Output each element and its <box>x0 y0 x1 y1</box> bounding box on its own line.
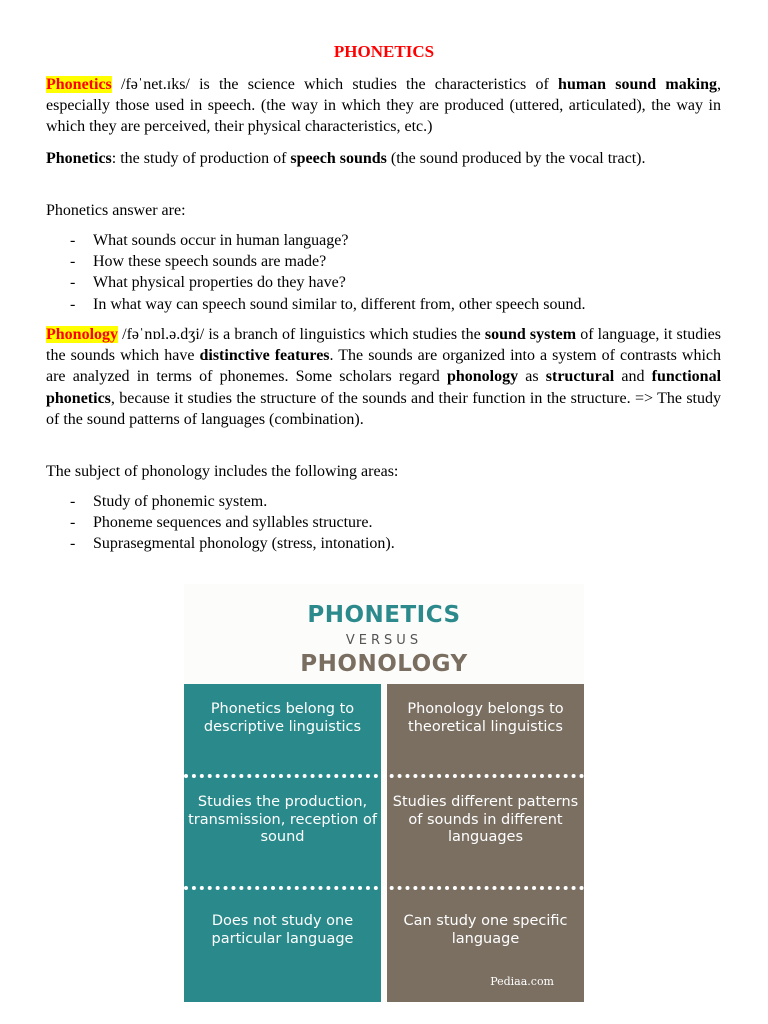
phonetics-term-highlight: Phonetics <box>46 76 112 93</box>
bold-run: phonology <box>446 368 519 386</box>
infographic-versus-label: VERSUS <box>345 633 423 648</box>
infographic-heading-phonetics: PHONETICS <box>307 602 461 628</box>
phonology-cell-1: Phonology belongs to theoretical linguistics <box>407 701 564 735</box>
list-item-text: How these speech sounds are made? <box>93 253 327 271</box>
text-run: /fəˈnet.ɪks/ is the science which studies the characteristics of <box>111 76 559 93</box>
phonetics-study-paragraph <box>46 148 721 169</box>
phonetics-definition-paragraph <box>46 74 721 138</box>
infographic-heading-phonology: PHONOLOGY <box>300 651 468 677</box>
text-run: (the sound produced by the vocal tract). <box>386 150 646 167</box>
text-run: and <box>614 368 652 386</box>
bold-run: speech sounds <box>290 150 387 167</box>
list-item-text: Suprasegmental phonology (stress, intonation). <box>93 535 395 553</box>
list-item <box>46 491 721 512</box>
phonology-cell-2: Studies different patterns of sounds in different languages <box>392 794 579 845</box>
text-run: , because it studies the structure of the sounds and their function in the structure. => The study of the sound patterns of languages (combination). <box>46 389 721 428</box>
list-item-text: Phoneme sequences and syllables structure. <box>93 514 373 532</box>
dotted-divider <box>184 886 584 890</box>
dotted-divider <box>184 774 584 778</box>
bold-run: sound system <box>484 326 577 343</box>
phonology-cell-3: Can study one specific language <box>403 913 568 947</box>
source-credit: Pediaa.com <box>490 975 554 988</box>
list-item-text: What sounds occur in human language? <box>93 232 349 249</box>
list-item-text: Study of phonemic system. <box>93 493 268 510</box>
dash-bullet: - <box>70 535 76 553</box>
list-item <box>46 272 721 293</box>
phonetics-questions-list <box>46 230 721 315</box>
list-item <box>46 294 721 315</box>
phonology-term-highlight: Phonology <box>46 326 119 343</box>
text-run: : the study of production of <box>111 150 291 167</box>
list-item <box>46 512 721 533</box>
text-run: , especially those used in speech. (the way in which they are produced (uttered, articulated), the way in which they are perceived, their physical characteristics, etc.) <box>46 76 721 136</box>
phonetics-cell-2: Studies the production, transmission, reception of sound <box>188 794 377 845</box>
phonology-definition-paragraph <box>46 324 721 430</box>
phonology-column <box>387 684 584 1002</box>
dash-bullet: - <box>70 274 76 292</box>
list-item <box>46 230 721 251</box>
phonetics-vs-phonology-infographic <box>184 584 584 1002</box>
dash-bullet: - <box>70 295 76 313</box>
dash-bullet: - <box>70 232 76 249</box>
dash-bullet: - <box>70 253 76 271</box>
list-item-text: In what way can speech sound similar to, different from, other speech sound. <box>93 295 586 313</box>
bold-run: distinctive features <box>199 347 330 365</box>
dash-bullet: - <box>70 493 76 510</box>
list-item <box>46 251 721 272</box>
text-run: /fəˈnɒl.ə.dʒi/ is a branch of linguistics which studies the <box>118 326 485 343</box>
list-item <box>46 533 721 554</box>
bold-run: structural <box>545 368 615 386</box>
phonetics-column <box>184 684 381 1002</box>
text-run: as <box>518 368 546 386</box>
bold-run: functional phonetics <box>46 368 722 407</box>
phonetics-cell-3: Does not study one particular language <box>211 913 354 947</box>
phonology-areas-heading: The subject of phonology includes the following areas: <box>46 463 399 480</box>
dash-bullet: - <box>70 514 76 532</box>
document-title: PHONETICS <box>333 42 435 61</box>
bold-run: human sound making <box>558 76 717 93</box>
list-item-text: What physical properties do they have? <box>93 274 346 292</box>
text-run: of language, it studies the sounds which have <box>46 326 722 365</box>
bold-run: Phonetics <box>46 150 112 167</box>
phonology-areas-list <box>46 491 721 555</box>
phonetics-cell-1: Phonetics belong to descriptive linguistics <box>203 701 362 735</box>
text-run: . The sounds are organized into a system of contrasts which are analyzed in terms of phonemes. Some scholars regard <box>46 347 722 386</box>
phonetics-answer-heading: Phonetics answer are: <box>46 202 186 219</box>
